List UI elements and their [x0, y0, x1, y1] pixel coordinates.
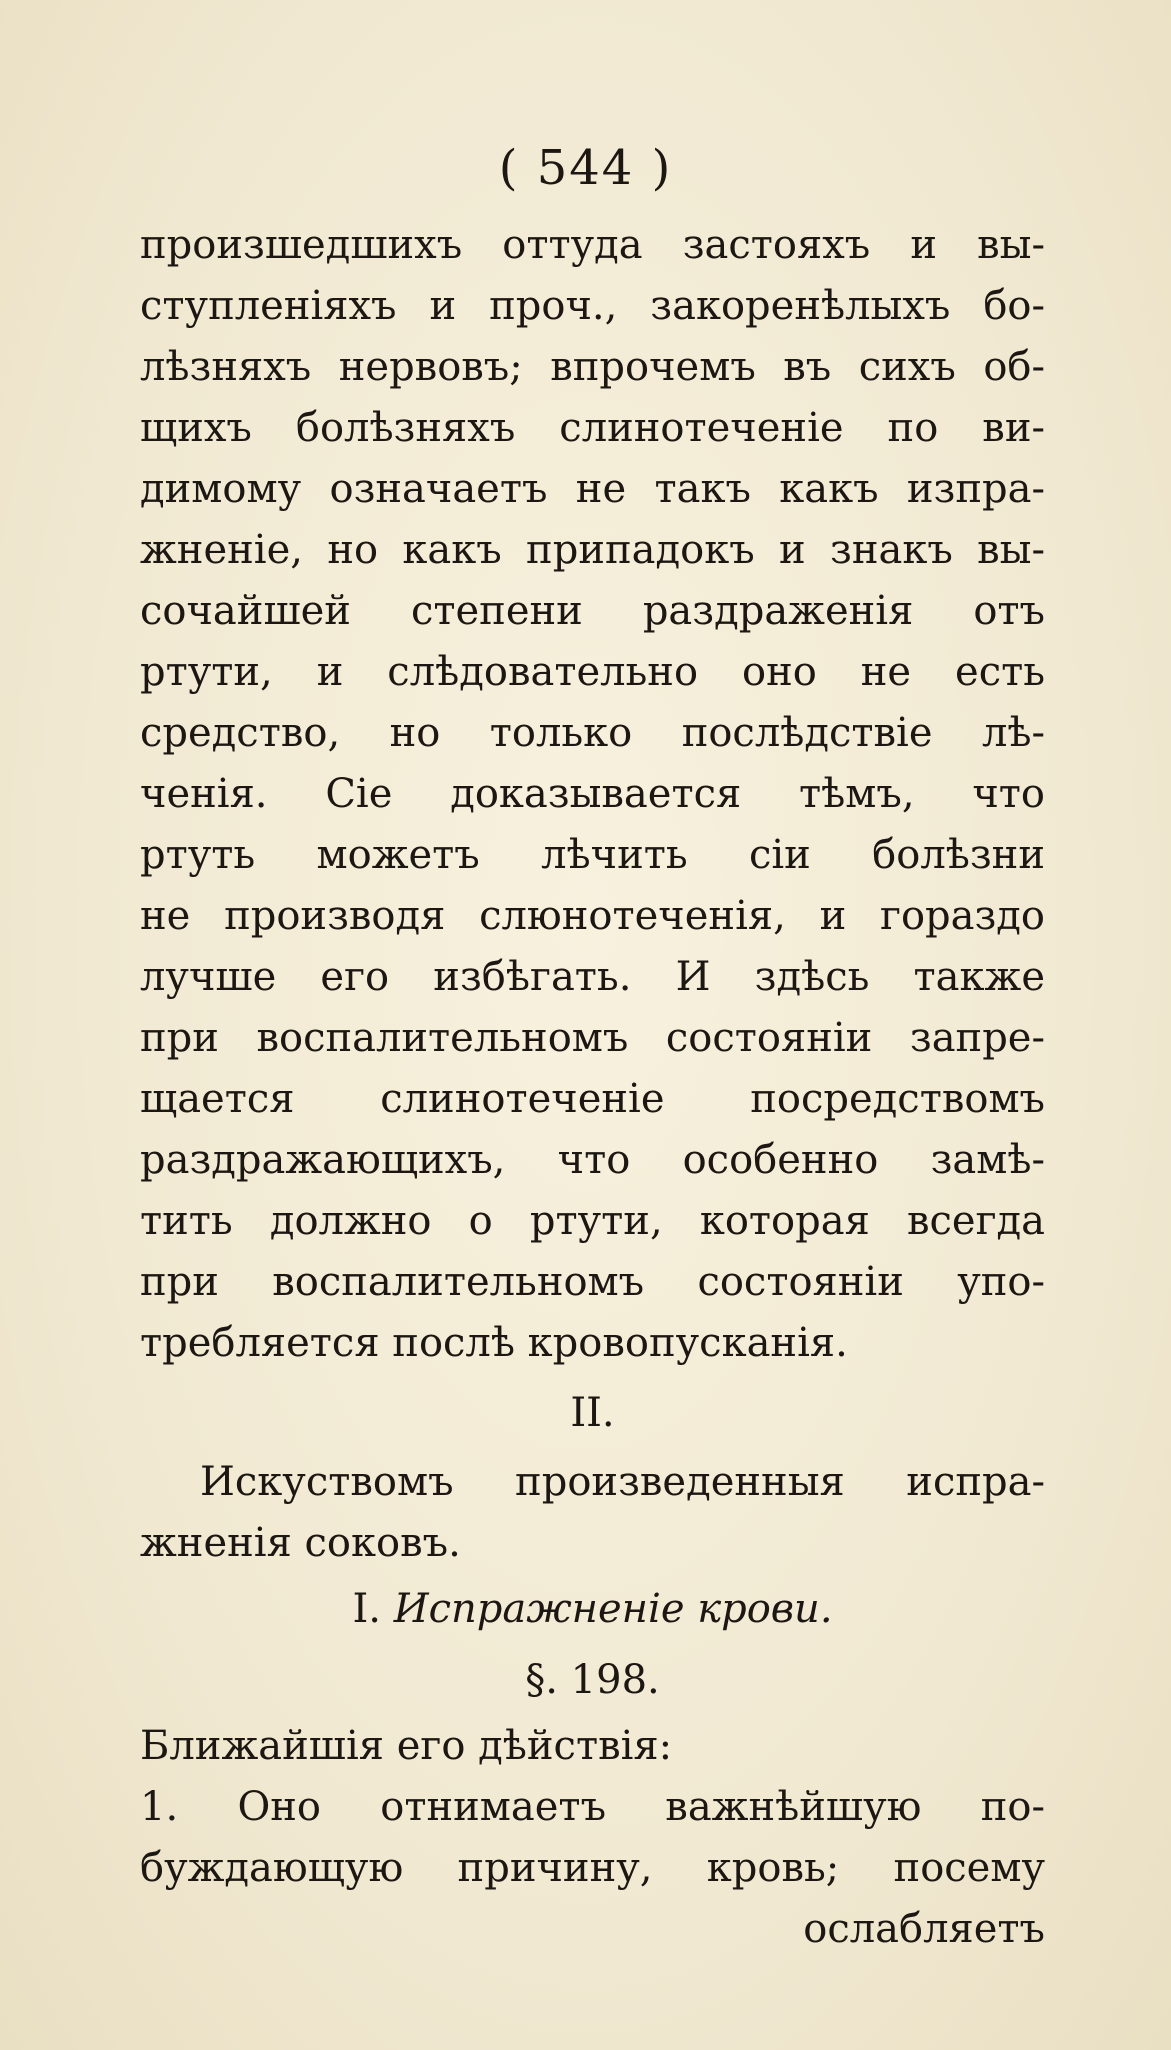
text-line: сочайшей степени раздраженiя отъ: [140, 588, 1045, 634]
subsection-title: Испражненiе крови.: [393, 1586, 833, 1632]
text-line: тить должно о ртути, которая всегда: [140, 1198, 1045, 1244]
text-line: жненiе, но какъ припадокъ и знакъ вы-: [140, 527, 1045, 573]
text-line: раздражающихъ, что особенно замѣ-: [140, 1137, 1045, 1183]
text-line: при воспалительномъ состоянiи запре-: [140, 1015, 1045, 1061]
subsection-number: I.: [352, 1586, 381, 1632]
paragraph-number: §. 198.: [525, 1657, 660, 1703]
text-line: димому означаетъ не такъ какъ изпра-: [140, 466, 1045, 512]
text-line: требляется послѣ кровопусканiя.: [140, 1320, 848, 1366]
text-line: ступленiяхъ и проч., закоренѣлыхъ бо-: [140, 283, 1045, 329]
effects-intro: Ближайшiя его дѣйствiя:: [140, 1723, 673, 1769]
text-line: щается слинотеченiе посредствомъ: [140, 1076, 1045, 1122]
subsection-heading: [140, 1574, 1045, 1644]
text-line: лѣзняхъ нервовъ; впрочемъ въ сихъ об-: [140, 344, 1045, 390]
section-title-line: жненiя соковъ.: [140, 1520, 461, 1566]
section-number: II.: [570, 1390, 615, 1436]
text-line: ченiя. Сiе доказывается тѣмъ, что: [140, 771, 1045, 817]
list-item-line: буждающую причину, кровь; посему: [140, 1845, 1045, 1891]
text-line: произшедшихъ оттуда застояхъ и вы-: [140, 222, 1045, 268]
page-number: ( 544 ): [498, 140, 673, 196]
text-line: ртуть можетъ лѣчить сiи болѣзни: [140, 832, 1045, 878]
text-line: не производя слюнотеченiя, и гораздо: [140, 893, 1045, 939]
body-text: [140, 215, 1045, 1960]
text-line: лучше его избѣгать. И здѣсь также: [140, 954, 1045, 1000]
list-item-line: 1. Оно отнимаетъ важнѣйшую по-: [140, 1784, 1045, 1830]
section-title-line: Искуствомъ произведенныя испра-: [200, 1459, 1045, 1505]
text-line: щихъ болѣзняхъ слинотеченiе по ви-: [140, 405, 1045, 451]
text-line: ртути, и слѣдовательно оно не есть: [140, 649, 1045, 695]
text-line: средство, но только послѣдствiе лѣ-: [140, 710, 1045, 756]
text-line: при воспалительномъ состоянiи упо-: [140, 1259, 1045, 1305]
catchword: ослабляетъ: [803, 1906, 1045, 1952]
